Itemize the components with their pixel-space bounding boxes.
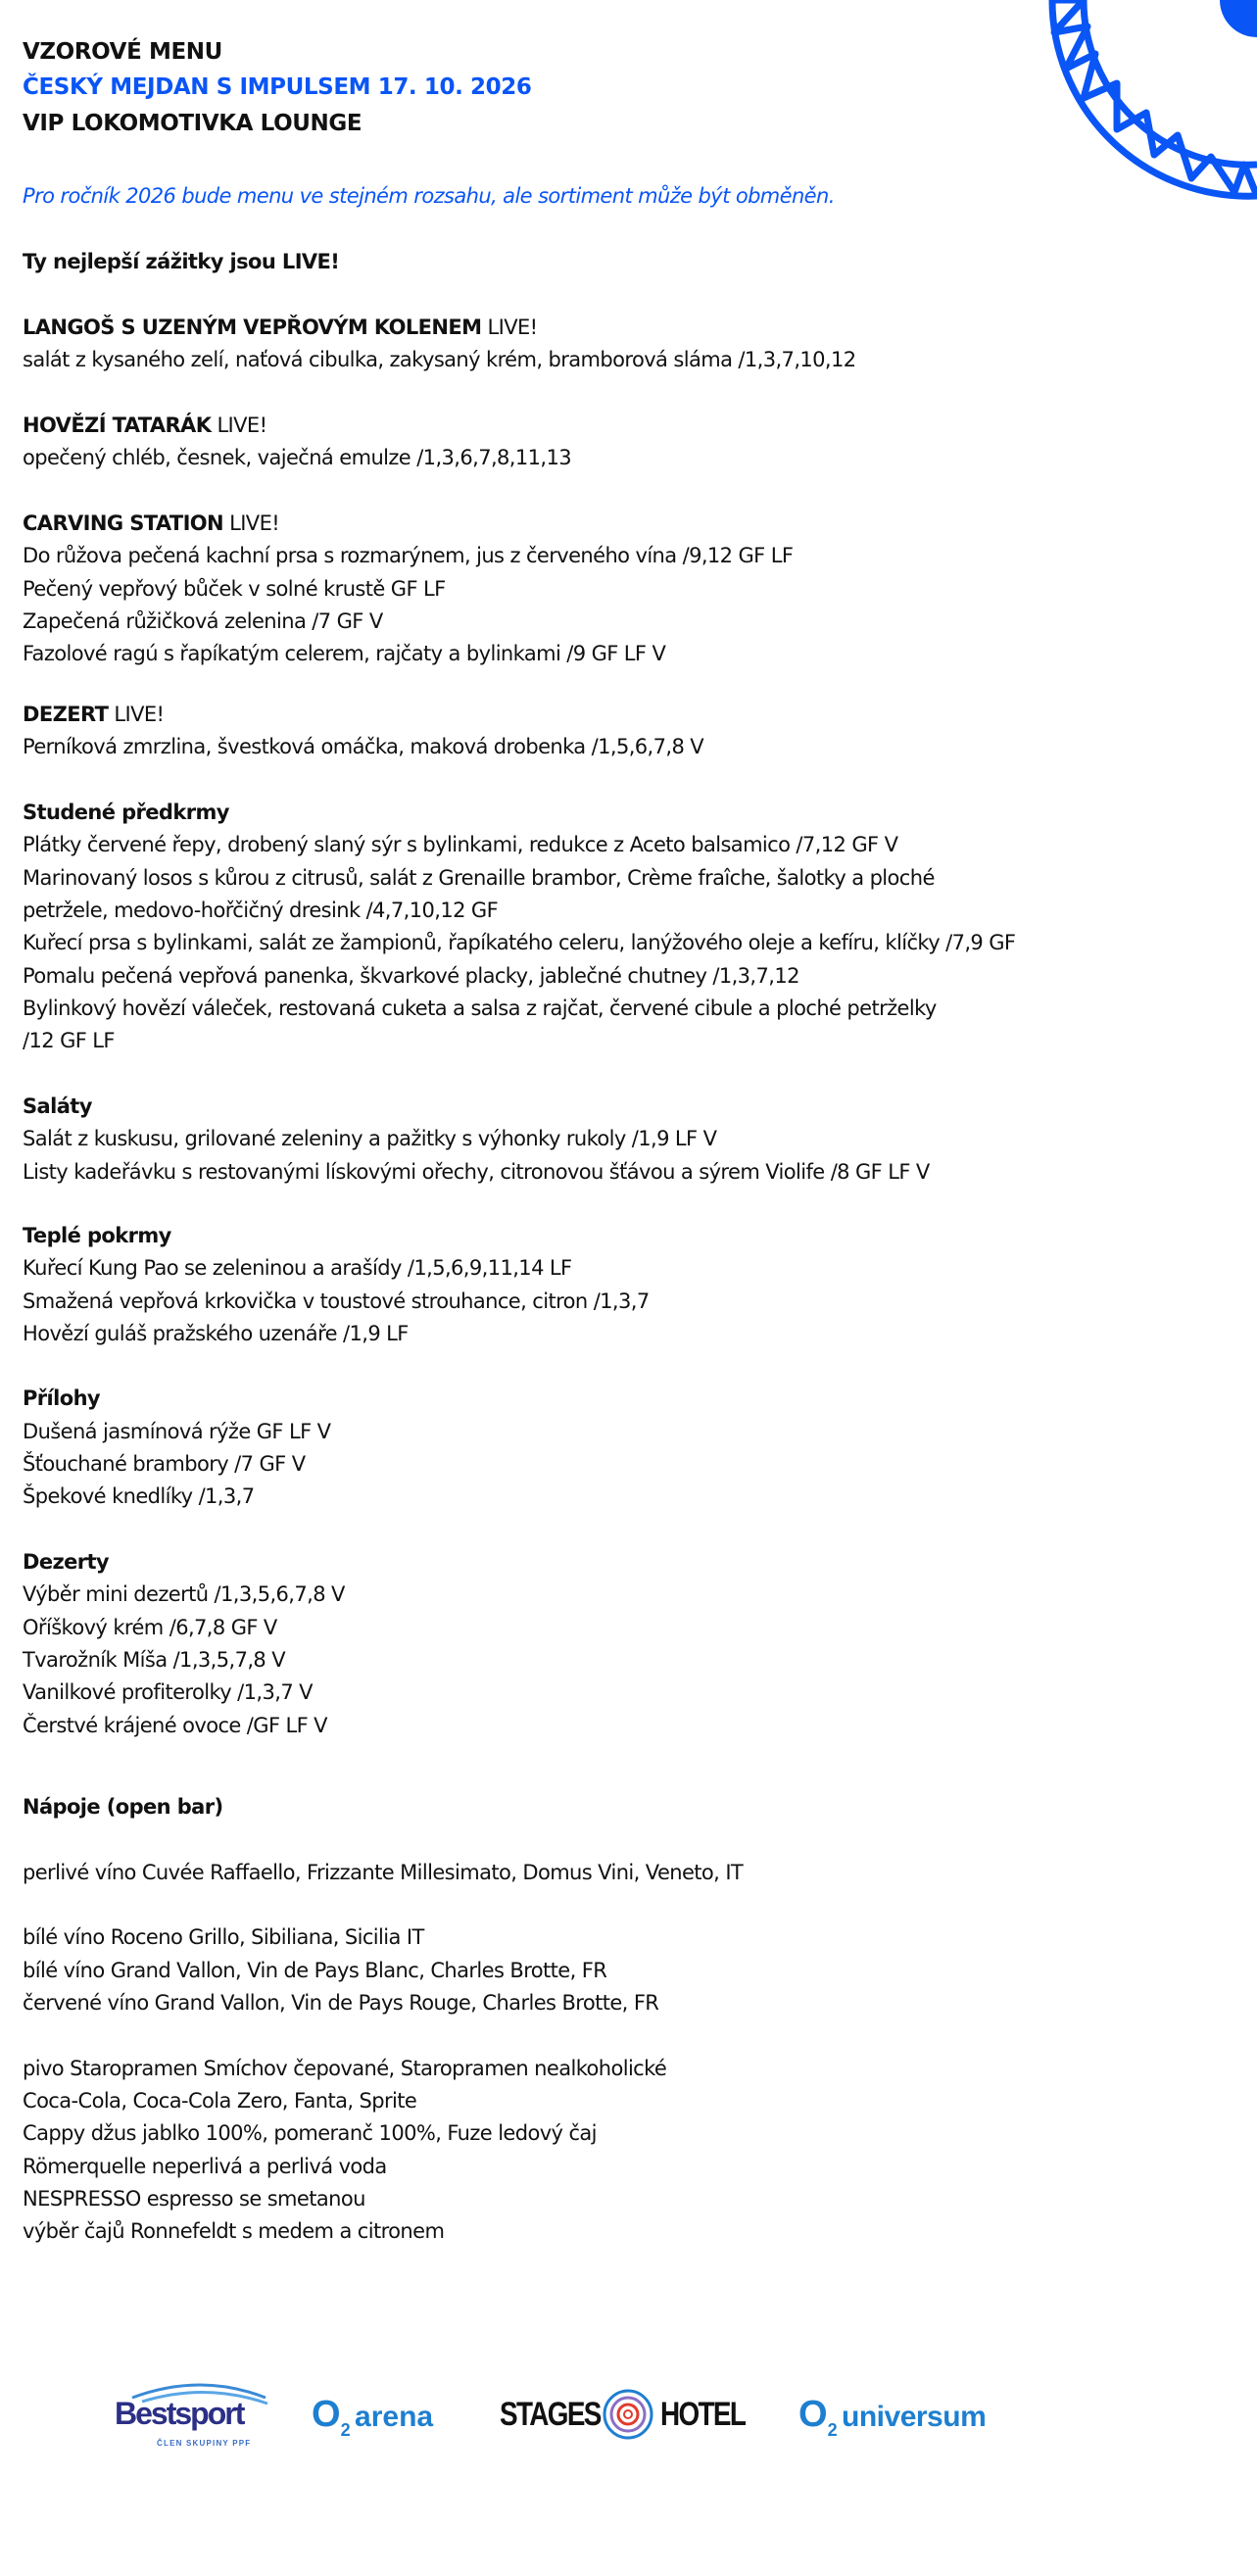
stages-word: STAGES (500, 2395, 601, 2433)
menu-item: Oříškový krém /6,7,8 GF V (23, 1616, 277, 1639)
section-title: Dezerty (23, 1550, 110, 1574)
o2-universum-logo (798, 2394, 987, 2440)
menu-item: petržele, medovo-hořčičný dresink /4,7,10,12 GF (23, 899, 499, 922)
menu-title: VZOROVÉ MENU (23, 39, 222, 65)
menu-item: Pomalu pečená vepřová panenka, škvarkové placky, jablečné chutney /1,3,7,12 (23, 964, 799, 988)
drink-item: pivo Staropramen Smíchov čepované, Staropramen nealkoholické (23, 2057, 667, 2080)
menu-item: Výběr mini dezertů /1,3,5,6,7,8 V (23, 1582, 345, 1606)
o2-letter: O (312, 2394, 341, 2435)
drink-item: perlivé víno Cuvée Raffaello, Frizzante Millesimato, Domus Vini, Veneto, IT (23, 1861, 744, 1884)
drink-item: Cappy džus jablko 100%, pomeranč 100%, Fuze ledový čaj (23, 2121, 597, 2145)
hotel-word: HOTEL (660, 2395, 746, 2433)
drink-item: Römerquelle neperlivá a perlivá voda (23, 2155, 387, 2178)
live-label: LIVE! (217, 413, 267, 437)
bestsport-name: Bestsport (115, 2396, 244, 2431)
menu-item: Čerstvé krájené ovoce /GF LF V (23, 1714, 327, 1737)
menu-item: /12 GF LF (23, 1029, 115, 1052)
menu-item: Zapečená růžičková zelenina /7 GF V (23, 609, 383, 633)
drink-item: bílé víno Grand Vallon, Vin de Pays Blanc, Charles Brotte, FR (23, 1959, 607, 1982)
live-label: LIVE! (114, 703, 165, 726)
station-name: HOVĚZÍ TATARÁK (23, 413, 212, 437)
menu-item: Kuřecí prsa s bylinkami, salát ze žampionů, řapíkatého celeru, lanýžového oleje a kefíru, klíčky /7,9 GF (23, 931, 1016, 954)
drinks-title: Nápoje (open bar) (23, 1795, 223, 1819)
drink-item: výběr čajů Ronnefeldt s medem a citronem (23, 2219, 445, 2243)
menu-item: Dušená jasmínová rýže GF LF V (23, 1420, 331, 1443)
section-title: Saláty (23, 1094, 92, 1118)
o2-arena-logo (312, 2394, 434, 2440)
o2-universum-name: universum (842, 2401, 987, 2433)
station-name: DEZERT (23, 703, 109, 726)
menu-item: salát z kysaného zelí, naťová cibulka, zakysaný krém, bramborová sláma /1,3,7,10,12 (23, 348, 856, 371)
bestsport-sub: ČLEN SKUPINY PPF (157, 2439, 252, 2448)
bestsport-logo (113, 2376, 269, 2454)
live-label: LIVE! (487, 316, 538, 339)
drink-item: Coca-Cola, Coca-Cola Zero, Fanta, Sprite (23, 2089, 417, 2113)
o2-arena-name: arena (355, 2401, 434, 2433)
o2-subscript: 2 (827, 2420, 838, 2440)
o2-subscript: 2 (340, 2420, 351, 2440)
drink-item: bílé víno Roceno Grillo, Sibiliana, Sicilia IT (23, 1925, 424, 1949)
station-name: LANGOŠ S UZENÝM VEPŘOVÝM KOLENEM (23, 316, 482, 339)
menu-item: Smažená vepřová krkovička v toustové strouhance, citron /1,3,7 (23, 1289, 650, 1313)
drink-item: NESPRESSO espresso se smetanou (23, 2187, 365, 2211)
station-heading (23, 314, 537, 341)
station-heading (23, 701, 164, 728)
menu-item: Bylinkový hovězí váleček, restovaná cuketa a salsa z rajčat, červené cibule a ploché petrželky (23, 996, 937, 1020)
venue-title: VIP LOKOMOTIVKA LOUNGE (23, 111, 363, 136)
menu-item: opečený chléb, česnek, vaječná emulze /1,3,6,7,8,11,13 (23, 446, 571, 469)
section-title: Studené předkrmy (23, 801, 229, 824)
menu-note: Pro ročník 2026 bude menu ve stejném rozsahu, ale sortiment může být obměněn. (23, 184, 835, 208)
menu-item: Perníková zmrzlina, švestková omáčka, maková drobenka /1,5,6,7,8 V (23, 735, 704, 758)
menu-item: Šťouchané brambory /7 GF V (23, 1452, 306, 1476)
target-rings-icon (602, 2388, 654, 2441)
live-label: LIVE! (229, 511, 280, 535)
menu-item: Salát z kuskusu, grilované zeleniny a pažitky s výhonky rukoly /1,9 LF V (23, 1127, 717, 1150)
station-heading (23, 412, 266, 439)
menu-item: Marinovaný losos s kůrou z citrusů, salát z Grenaille brambor, Crème fraîche, šalotky a ploché (23, 866, 935, 890)
menu-item: Plátky červené řepy, drobený slaný sýr s bylinkami, redukce z Aceto balsamico /7,12 GF V (23, 833, 898, 856)
menu-item: Kuřecí Kung Pao se zeleninou a arašídy /1,5,6,9,11,14 LF (23, 1256, 572, 1280)
menu-item: Hovězí guláš pražského uzenáře /1,9 LF (23, 1322, 409, 1345)
menu-item: Pečený vepřový bůček v solné krustě GF LF (23, 577, 446, 601)
tagline: Ty nejlepší zážitky jsou LIVE! (23, 250, 340, 273)
decorative-ring-icon (1039, 0, 1257, 206)
menu-item: Tvarožník Míša /1,3,5,7,8 V (23, 1648, 286, 1672)
o2-letter: O (798, 2394, 828, 2435)
drink-item: červené víno Grand Vallon, Vin de Pays Rouge, Charles Brotte, FR (23, 1991, 659, 2015)
event-title: ČESKÝ MEJDAN S IMPULSEM 17. 10. 2026 (23, 74, 532, 100)
menu-item: Do růžova pečená kachní prsa s rozmarýnem, jus z červeného vína /9,12 GF LF (23, 544, 794, 567)
stages-hotel-logo (500, 2395, 763, 2434)
menu-item: Špekové knedlíky /1,3,7 (23, 1484, 255, 1508)
menu-item: Fazolové ragú s řapíkatým celerem, rajčaty a bylinkami /9 GF LF V (23, 642, 666, 665)
section-title: Teplé pokrmy (23, 1224, 171, 1247)
menu-item: Vanilkové profiterolky /1,3,7 V (23, 1680, 313, 1704)
station-heading (23, 510, 279, 537)
menu-item: Listy kadeřávku s restovanými lískovými ořechy, citronovou šťávou a sýrem Violife /8 GF LF V (23, 1160, 930, 1184)
station-name: CARVING STATION (23, 511, 224, 535)
section-title: Přílohy (23, 1386, 101, 1410)
